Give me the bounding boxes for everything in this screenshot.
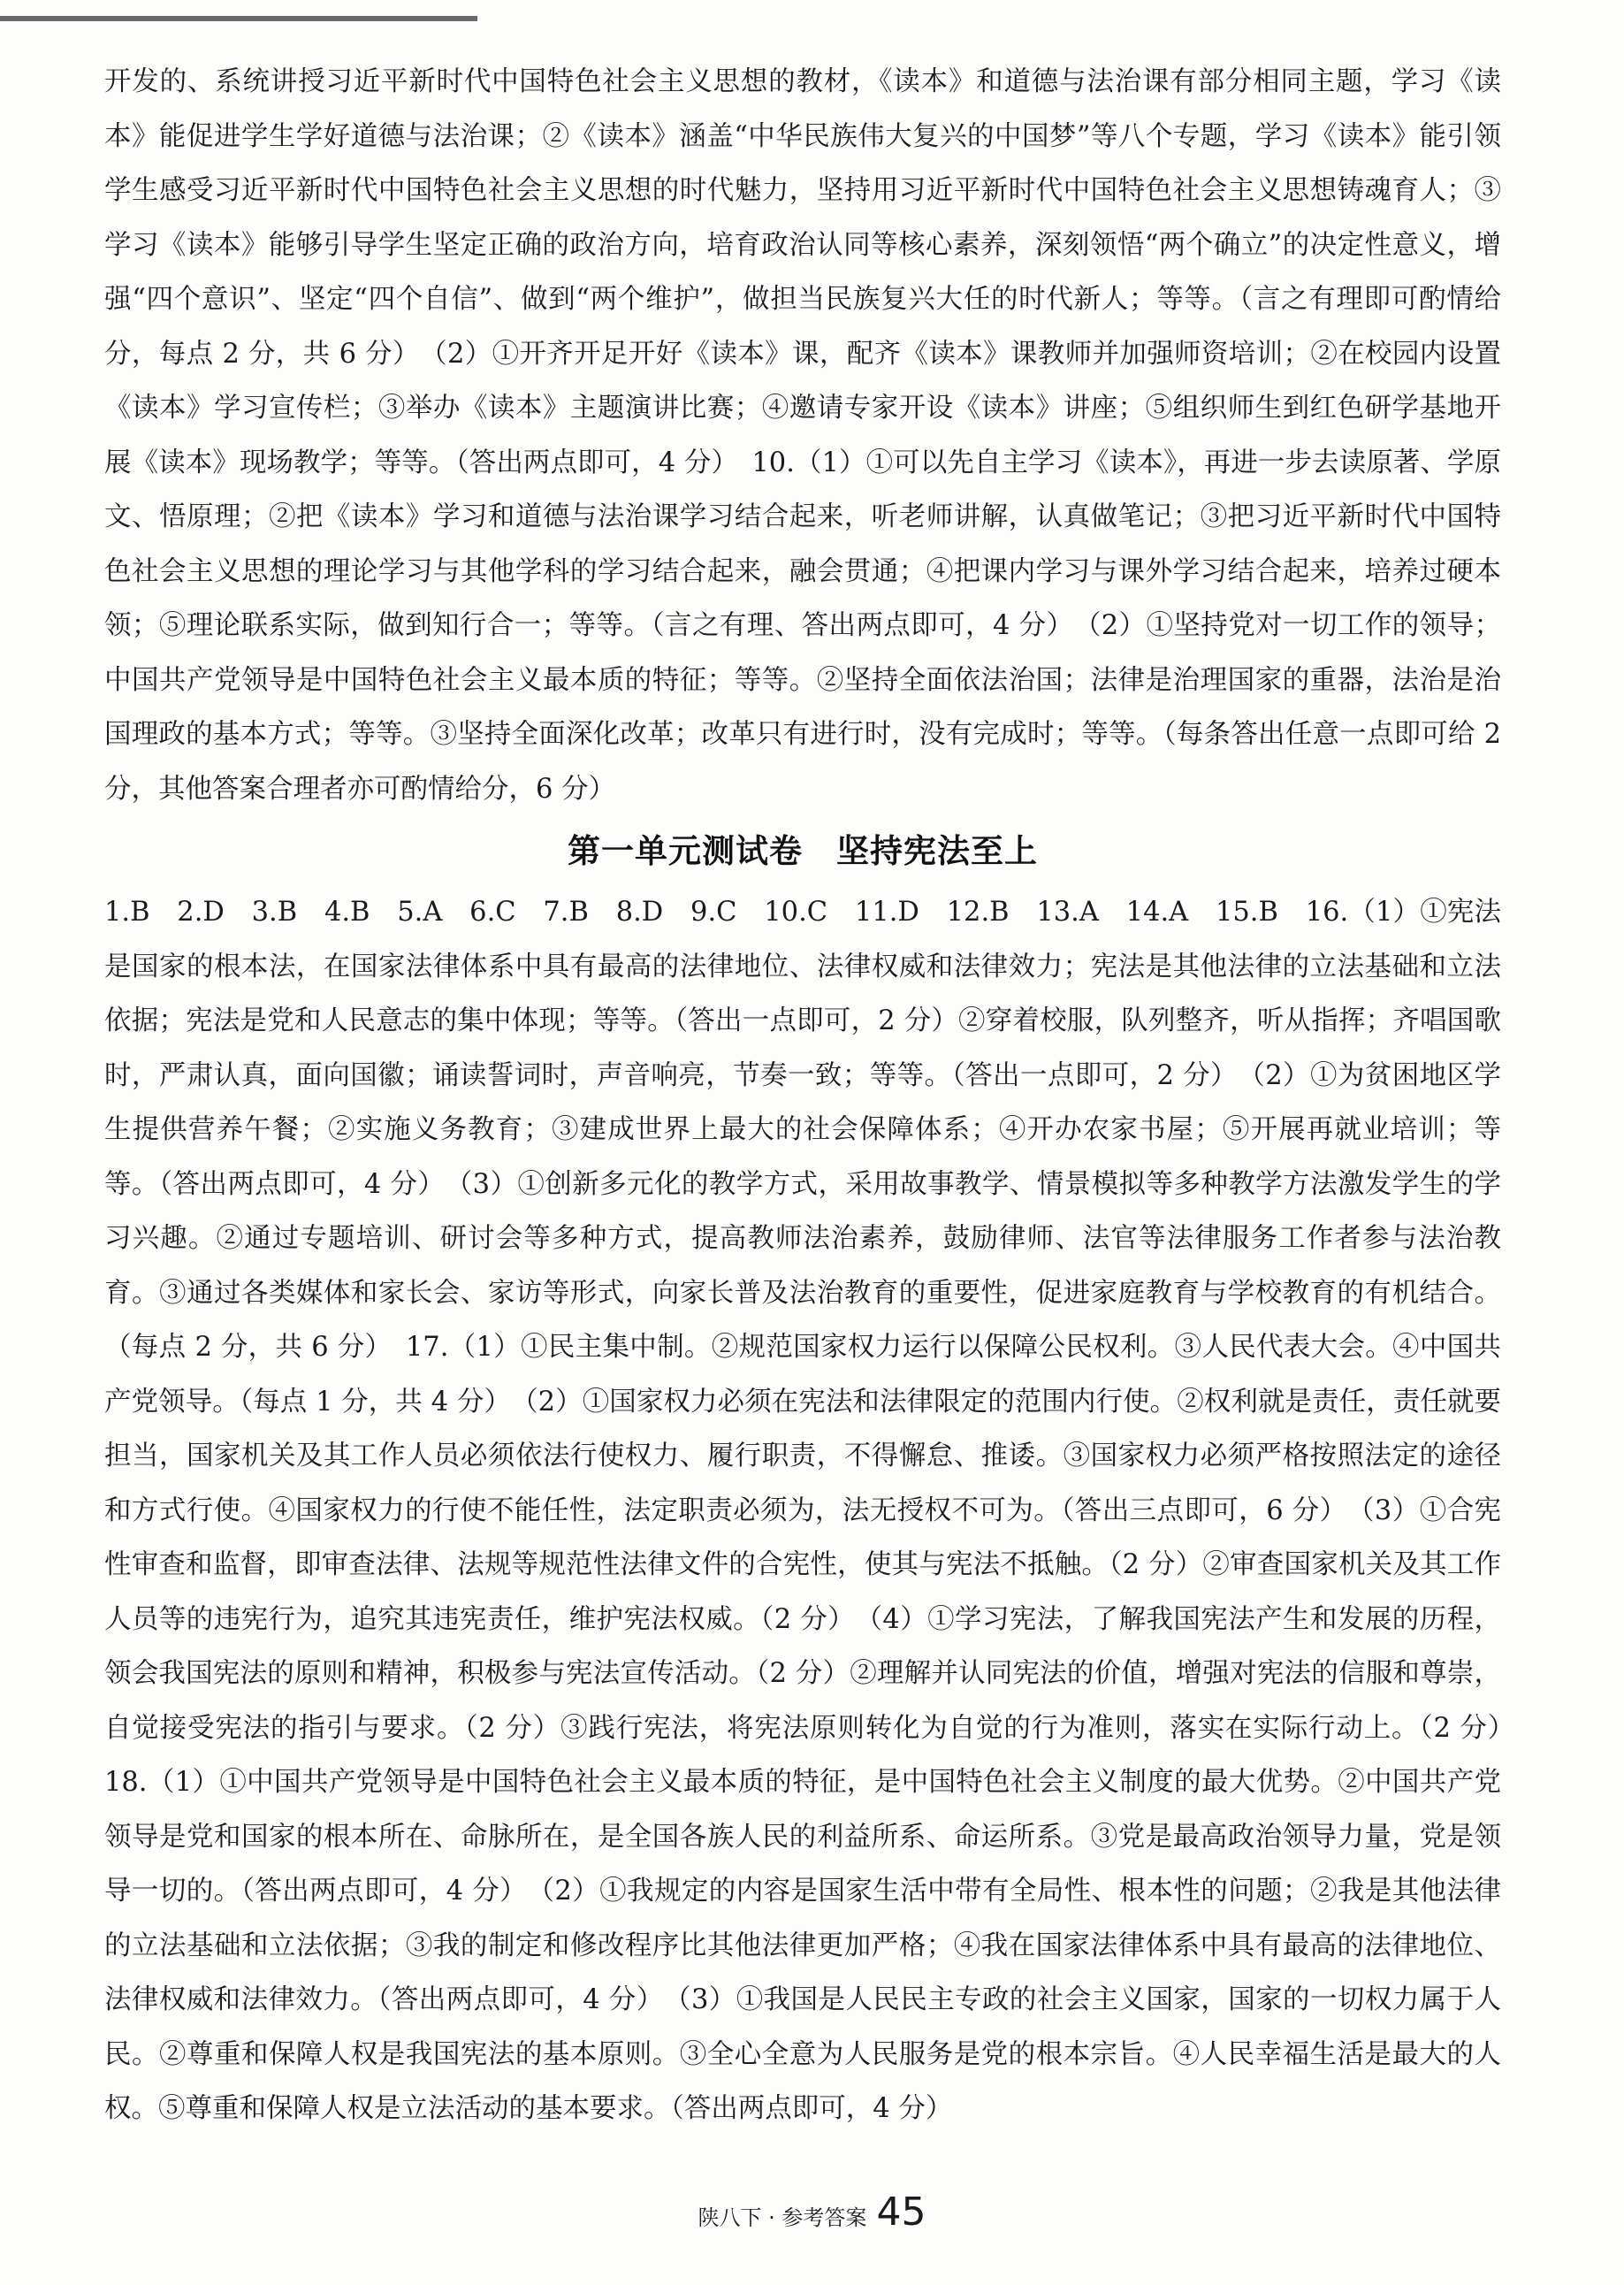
footer-label: 陕八下 · 参考答案 [698, 2205, 867, 2230]
section-title: 第一单元测试卷 坚持宪法至上 [568, 832, 1038, 870]
top-rule [0, 16, 477, 21]
page-number: 45 [876, 2189, 926, 2235]
page-footer [0, 2189, 1624, 2235]
answer-body [104, 55, 1529, 2136]
answers-paragraph: 1.B 2.D 3.B 4.B 5.A 6.C 7.B 8.D 9.C 10.C 11.D 12.B 13.A 14.A 15.B 16.（1）①宪法是国家的根本法，在国家法律体系中具有最高的法律地位、法律权威和法律效力；宪法是其他法律的立法基础和立法依据；宪法是党和人民意志的集中体现；等等。（答出一点即可，2 分）②穿着校服，队列整齐，听从指挥；齐唱国歌时，严肃认真，面向国徽；诵读誓词时，声音响亮，节奏一致；等等。（答出一点即可，2 分） （2）①为贫困地区学生提供营养午餐；②实施义务教育；③建成世界上最大的社会保障体系；④开办农家书屋；⑤开展再就业培训；等等。（答出两点即可，4 分） （3）①创新多元化的教学方式，采用故事教学、情景模拟等多种教学方法激发学生的学习兴趣。②通过专题培训、研讨会等多种方式，提高教师法治素养，鼓励律师、法官等法律服务工作者参与法治教育。③通过各类媒体和家长会、家访等形式，向家长普及法治教育的重要性，促进家庭教育与学校教育的有机结合。（每点 2 分，共 6 分） 17.（1）①民主集中制。②规范国家权力运行以保障公民权利。③人民代表大会。④中国共产党领导。（每点 1 分，共 4 分） （2）①国家权力必须在宪法和法律限定的范围内行使。②权利就是责任，责任就要担当，国家机关及其工作人员必须依法行使权力、履行职责，不得懈怠、推诿。③国家权力必须严格按照法定的途径和方式行使。④国家权力的行使不能任性，法定职责必须为，法无授权不可为。（答出三点即可，6 分） （3）①合宪性审查和监督，即审查法律、法规等规范性法律文件的合宪性，使其与宪法不抵触。（2 分）②审查国家机关及其工作人员等的违宪行为，追究其违宪责任，维护宪法权威。（2 分） （4）①学习宪法，了解我国宪法产生和发展的历程，领会我国宪法的原则和精神，积极参与宪法宣传活动。（2 分）②理解并认同宪法的价值，增强对宪法的信服和尊崇，自觉接受宪法的指引与要求。（2 分）③践行宪法，将宪法原则转化为自觉的行为准则，落实在实际行动上。（2 分） 18.（1）①中国共产党领导是中国特色社会主义最本质的特征，是中国特色社会主义制度的最大优势。②中国共产党领导是党和国家的根本所在、命脉所在，是全国各族人民的利益所系、命运所系。③党是最高政治领导力量，党是领导一切的。（答出两点即可，4 分） （2）①我规定的内容是国家生活中带有全局性、根本性的问题；②我是其他法律的立法基础和立法依据；③我的制定和修改程序比其他法律更加严格；④我在国家法律体系中具有最高的法律地位、法律权威和法律效力。（答出两点即可，4 分） （3）①我国是人民民主专政的社会主义国家，国家的一切权力属于人民。②尊重和保障人权是我国宪法的基本原则。③全心全意为人民服务是党的根本宗旨。④人民幸福生活是最大的人权。⑤尊重和保障人权是立法活动的基本要求。（答出两点即可，4 分） [104, 897, 1529, 2124]
intro-paragraph: 开发的、系统讲授习近平新时代中国特色社会主义思想的教材，《读本》和道德与法治课有部分相同主题，学习《读本》能促进学生学好道德与法治课；②《读本》涵盖“中华民族伟大复兴的中国梦”等八个专题，学习《读本》能引领学生感受习近平新时代中国特色社会主义思想的时代魅力，坚持用习近平新时代中国特色社会主义思想铸魂育人；③学习《读本》能够引导学生坚定正确的政治方向，培育政治认同等核心素养，深刻领悟“两个确立”的决定性意义，增强“四个意识”、坚定“四个自信”、做到“两个维护”，做担当民族复兴大任的时代新人；等等。（言之有理即可酌情给分，每点 2 分，共 6 分） （2）①开齐开足开好《读本》课，配齐《读本》课教师并加强师资培训；②在校园内设置《读本》学习宣传栏；③举办《读本》主题演讲比赛；④邀请专家开设《读本》讲座；⑤组织师生到红色研学基地开展《读本》现场教学；等等。（答出两点即可，4 分） 10.（1）①可以先自主学习《读本》，再进一步去读原著、学原文、悟原理；②把《读本》学习和道德与法治课学习结合起来，听老师讲解，认真做笔记；③把习近平新时代中国特色社会主义思想的理论学习与其他学科的学习结合起来，融会贯通；④把课内学习与课外学习结合起来，培养过硬本领；⑤理论联系实际，做到知行合一；等等。（言之有理、答出两点即可，4 分） （2）①坚持党对一切工作的领导；中国共产党领导是中国特色社会主义最本质的特征；等等。②坚持全面依法治国；法律是治理国家的重器，法治是治国理政的基本方式；等等。③坚持全面深化改革；改革只有进行时，没有完成时；等等。（每条答出任意一点即可给 2 分，其他答案合理者亦可酌情给分，6 分） [104, 66, 1501, 805]
